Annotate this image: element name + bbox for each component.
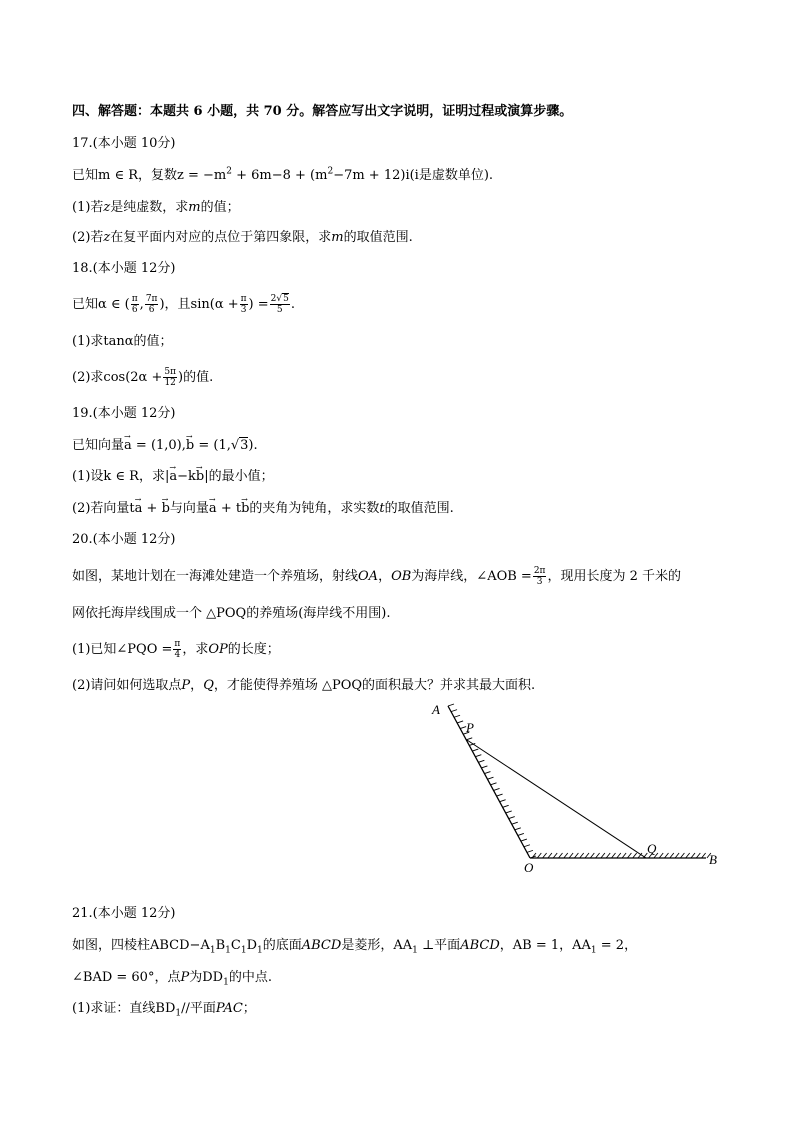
- q19-header: 19.(本小题 12分): [72, 406, 176, 421]
- q18-part1: (1)求tanα的值；: [72, 334, 173, 349]
- q20-header: 20.(本小题 12分): [72, 532, 176, 547]
- q20-part1: (1)已知∠PQO = $\frac{\pi}{4}$ ，求OP的长度；: [72, 639, 280, 660]
- segment-pq: [467, 740, 646, 858]
- q17-header: 17.(本小题 10分): [72, 136, 176, 151]
- q18-stem: 已知α ∈ ( $\frac{\pi}{6}$ , $\frac{7\pi}{6}$ )，且sin(α + $\frac{\pi}{3}$ ) = $\frac{2√5}{5}$ .: [72, 294, 295, 315]
- q21-part1: (1)求证：直线$BD_1//$平面PAC；: [72, 1001, 256, 1019]
- q21-header: 21.(本小题 12分): [72, 906, 176, 921]
- label-o: O: [524, 860, 534, 875]
- section-title: 四、解答题：本题共 6 小题，共 70 分。解答应写出文字说明，证明过程或演算步骤。: [72, 104, 573, 119]
- q20-part2: (2)请问如何选取点P，Q，才能使得养殖场 △POQ的面积最大？并求其最大面积.: [72, 678, 536, 693]
- q19-part2: (2)若向量t→ a + → b与向量→ a + t→ b的夹角为钝角，求实数t的取值范围.: [72, 499, 454, 519]
- label-q: Q: [647, 841, 657, 856]
- q19-stem: 已知向量→ a = (1,0),→ b = (1,√3).: [72, 436, 258, 456]
- hatch-marks-oa: [448, 704, 536, 858]
- q18-part2: (2)求cos(2α + $\frac{5\pi}{12}$ )的值.: [72, 367, 214, 388]
- label-p: P: [466, 720, 474, 735]
- label-b: B: [709, 852, 717, 867]
- q21-stem: 如图，四棱柱$ABCD-A_1B_1C_1D_1$的底面ABCD是菱形，$AA_1$ ⊥平面ABCD，AB = 1，$AA_1 = 2$，: [72, 938, 638, 956]
- label-a: A: [432, 702, 440, 717]
- q20-stem-line2: 网依托海岸线围成一个 △POQ的养殖场(海岸线不用围).: [72, 606, 391, 621]
- q17-part1: (1)若z是纯虚数，求m的值；: [72, 200, 240, 215]
- q20-stem: 如图，某地计划在一海滩处建造一个养殖场，射线OA，OB为海岸线，∠AOB = $\frac{2\pi}{3}$ ，现用长度为 2 千米的: [72, 566, 682, 587]
- q21-stem-line2: ∠BAD = 60°，点P为$DD_1$的中点.: [72, 970, 272, 988]
- q20-geometry-figure: [420, 696, 730, 876]
- q17-part2: (2)若z在复平面内对应的点位于第四象限，求m的取值范围.: [72, 230, 413, 245]
- hatch-marks-ob: [532, 853, 711, 858]
- q19-part1: (1)设k ∈ R，求|→ a−k→ b|的最小值；: [72, 467, 274, 487]
- q18-header: 18.(本小题 12分): [72, 261, 176, 276]
- q17-stem: 已知m ∈ R，复数$z = -m^2 + 6m-8 + (m^2-7m + 12)i(i$是虚数单位).: [72, 166, 494, 183]
